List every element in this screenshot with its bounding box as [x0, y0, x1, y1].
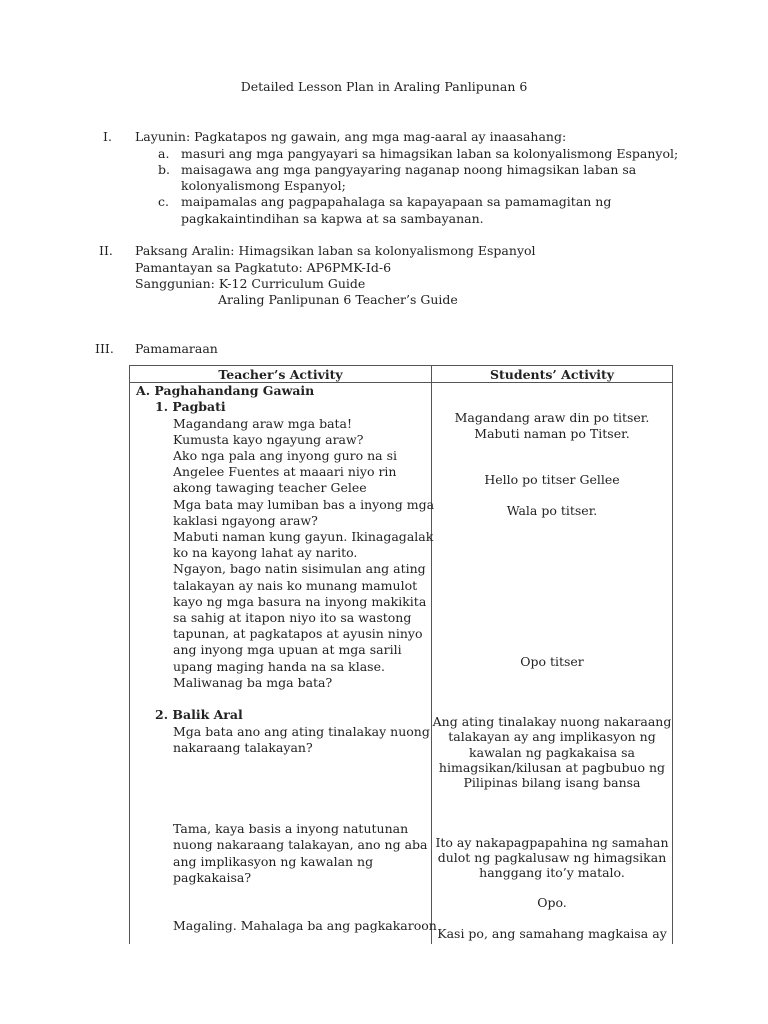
student-line: Pilipinas bilang isang bansa	[463, 775, 641, 790]
student-line: Magandang araw din po titser.	[454, 410, 650, 425]
teacher-line: upang maging handa na sa klase.	[173, 659, 385, 674]
section-a-heading: A. Paghahandang Gawain	[136, 383, 315, 398]
teacher-line: Tama, kaya basis a inyong natutunan	[173, 821, 409, 836]
student-line: Mabuti naman po Titser.	[474, 426, 630, 441]
student-line: Ito ay nakapagpapahina ng samahan	[435, 835, 669, 850]
teacher-line: akong tawaging teacher Gelee	[173, 480, 367, 495]
objective-b-letter: b.	[158, 162, 170, 177]
teacher-line: Angelee Fuentes at maaari niyo rin	[173, 464, 397, 479]
teacher-activity-header: Teacher’s Activity	[218, 367, 343, 382]
sanggunian: Sanggunian: K-12 Curriculum Guide	[135, 276, 366, 291]
teacher-line: ang inyong mga upuan at mga sarili	[173, 642, 402, 657]
objective-b-text-line2: kolonyalismong Espanyol;	[181, 178, 346, 193]
student-line: himagsikan/kilusan at pagbubuo ng	[438, 760, 666, 775]
student-line: Kasi po, ang samahang magkaisa ay	[437, 926, 667, 941]
activity-table	[129, 365, 673, 944]
objective-c-text-line1: maipamalas ang pagpapahalaga sa kapayapaan sa pamamagitan ng	[181, 194, 612, 209]
student-line: kawalan ng pagkakaisa sa	[469, 745, 635, 760]
teacher-line: Ngayon, bago natin sisimulan ang ating	[173, 561, 426, 576]
teacher-line: kayo ng mga basura na inyong makikita	[173, 594, 427, 609]
student-line: Opo titser	[520, 654, 584, 669]
section-1-heading: Layunin: Pagkatapos ng gawain, ang mga mag-aaral ay inaasahang:	[135, 129, 567, 144]
section-1-number: I.	[103, 129, 112, 144]
student-line: Opo.	[537, 895, 567, 910]
student-line: Hello po titser Gellee	[484, 472, 620, 487]
objective-c-text-line2: pagkakaintindihan sa kapwa at sa sambayanan.	[181, 211, 484, 226]
teacher-line: Mga bata ano ang ating tinalakay nuong	[173, 724, 430, 739]
teacher-line: Kumusta kayo ngayung araw?	[173, 432, 364, 447]
section-3-heading: Pamamaraan	[135, 341, 218, 356]
student-line: hanggang ito’y matalo.	[479, 865, 625, 880]
pagbati-heading: 1. Pagbati	[155, 399, 226, 414]
objective-b-text-line1: maisagawa ang mga pangyayaring naganap noong himagsikan laban sa	[181, 162, 637, 177]
paksang-aralin: Paksang Aralin: Himagsikan laban sa kolonyalismong Espanyol	[135, 243, 536, 258]
pamantayan: Pamantayan sa Pagkatuto: AP6PMK-Id-6	[135, 260, 392, 275]
teacher-line: Maliwanag ba mga bata?	[173, 675, 333, 690]
balik-aral-heading: 2. Balik Aral	[155, 707, 243, 722]
section-3-number: III.	[95, 341, 114, 356]
sanggunian-teachers-guide: Araling Panlipunan 6 Teacher’s Guide	[218, 292, 458, 307]
teacher-line: kaklasi ngayong araw?	[173, 513, 318, 528]
teacher-line: Magaling. Mahalaga ba ang pagkakaroon	[173, 918, 437, 933]
teacher-line: sa sahig at itapon niyo ito sa wastong	[173, 610, 412, 625]
teacher-line: pagkakaisa?	[173, 870, 252, 885]
teacher-line: talakayan ay nais ko munang mamulot	[173, 578, 418, 593]
objective-a-letter: a.	[158, 146, 170, 161]
teacher-line: nuong nakaraang talakayan, ano ng aba	[173, 837, 428, 852]
teacher-line: Ako nga pala ang inyong guro na si	[173, 448, 398, 463]
teacher-line: Magandang araw mga bata!	[173, 416, 353, 431]
student-line: talakayan ay ang implikasyon ng	[448, 729, 656, 744]
objective-c-letter: c.	[158, 194, 169, 209]
teacher-line: ko na kayong lahat ay narito.	[173, 545, 358, 560]
teacher-line: nakaraang talakayan?	[173, 740, 313, 755]
student-line: Ang ating tinalakay nuong nakaraang	[432, 714, 672, 729]
document-title: Detailed Lesson Plan in Araling Panlipunan 6	[240, 79, 528, 94]
objective-a-text: masuri ang mga pangyayari sa himagsikan laban sa kolonyalismong Espanyol;	[181, 146, 679, 161]
teacher-line: tapunan, at pagkatapos at ayusin ninyo	[173, 626, 423, 641]
teacher-line: ang implikasyon ng kawalan ng	[173, 854, 374, 869]
student-line: Wala po titser.	[506, 503, 598, 518]
students-activity-header: Students’ Activity	[489, 367, 615, 382]
teacher-line: Mabuti naman kung gayun. Ikinagagalak	[173, 529, 434, 544]
teacher-line: Mga bata may lumiban bas a inyong mga	[173, 497, 435, 512]
section-2-number: II.	[99, 243, 113, 258]
student-line: dulot ng pagkalusaw ng himagsikan	[437, 850, 667, 865]
